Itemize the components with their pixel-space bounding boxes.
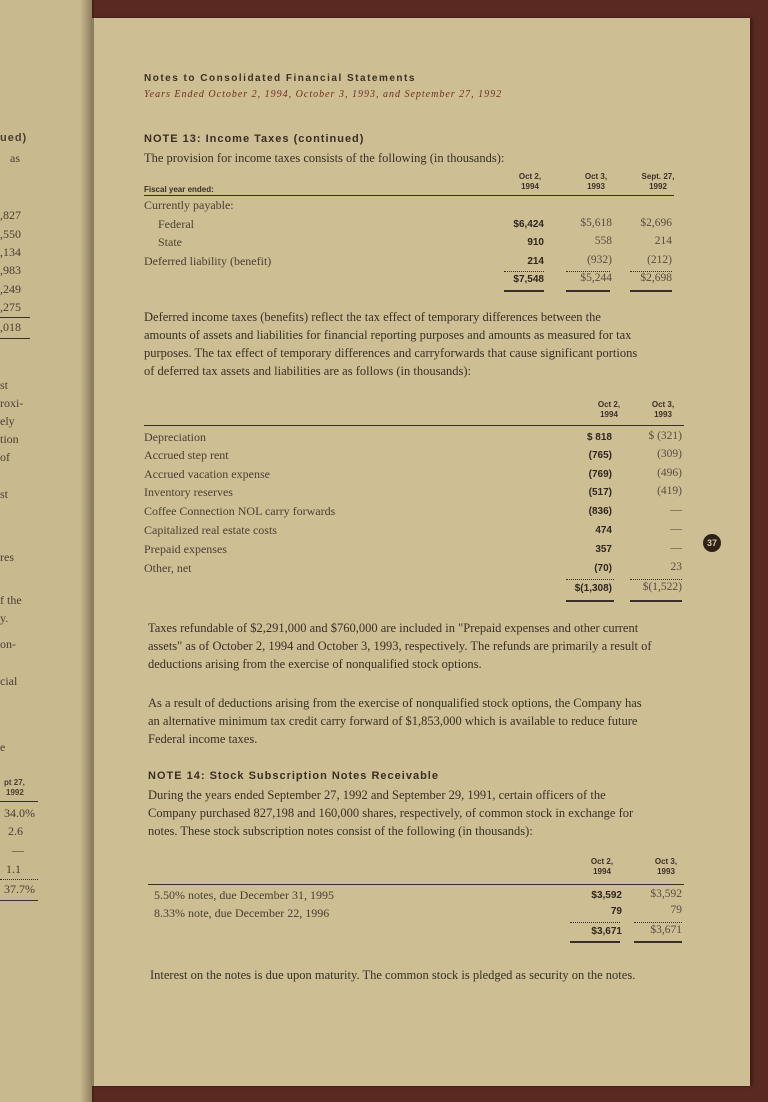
left-fragment: 1992 [6,788,24,797]
column-header: Oct 2, 1994 [518,172,542,191]
table-rule [148,884,684,885]
subtotal-dots [504,271,544,272]
table-cell: $ 818 [586,432,612,443]
table-cell: (836) [588,506,612,517]
table-cell: — [670,504,682,516]
table-cell: 910 [527,237,544,248]
table-rule [144,425,684,426]
table-row-label: Capitalized real estate costs [144,523,277,537]
table-cell: (496) [657,467,682,479]
table-row-label: Other, net [144,561,192,575]
total-rule [630,290,672,292]
table-total: $7,548 [513,274,544,285]
table-total: $3,671 [650,924,682,936]
note13-intro: The provision for income taxes consists of the following (in thousands): [144,151,505,165]
note13-paragraph: As a result of deductions arising from the exercise of nonqualified stock options, the Company has an alternative minimum tax credit carry forward of $1,853,000 which is available to reduce future Federal income taxes. [148,696,642,746]
table-cell: 79 [670,904,682,916]
left-fragment: ,134 [0,245,21,259]
table-cell: $ (321) [648,430,682,442]
table-row-label: Depreciation [144,430,206,444]
table-cell: (419) [657,485,682,497]
table-total: $5,244 [580,272,612,284]
left-rule [0,338,30,339]
table-cell: 214 [654,235,672,247]
subtotal-dots [634,922,682,923]
left-rule [0,879,38,880]
left-fragment: 1.1 [6,862,21,876]
left-fragment: ely [0,414,15,428]
table-cell: $2,696 [640,217,672,229]
left-fragment: 2.6 [8,824,23,838]
column-header: Oct 3, 1993 [584,172,608,191]
note13-title: NOTE 13: Income Taxes (continued) [144,133,365,145]
table-row-label: Federal [158,217,194,231]
page-header-title: Notes to Consolidated Financial Statements [144,73,416,84]
left-fragment: st [0,378,9,392]
left-fragment: st [0,487,9,501]
left-fragment: cial [0,674,18,688]
table-cell: (765) [588,450,612,461]
left-fragment: — [12,843,24,857]
table-cell: 79 [610,906,622,917]
table-row-label: Currently payable: [144,198,234,212]
table-row-label: State [158,235,182,249]
left-fragment: 37.7% [4,882,35,896]
column-header: Oct 2, 1994 [597,400,621,419]
total-rule [504,290,544,292]
left-fragment: roxi- [0,396,24,410]
subtotal-dots [570,922,620,923]
table-cell: (70) [594,563,612,574]
note14-title: NOTE 14: Stock Subscription Notes Receivable [148,770,439,782]
table-cell: $3,592 [591,890,622,901]
left-fragment: on- [0,637,16,651]
left-fragment: ,275 [0,300,21,314]
total-rule [630,600,682,602]
table-cell: 23 [670,561,682,573]
total-rule [566,600,614,602]
left-fragment: ued) [0,132,28,144]
table-cell: (309) [657,448,682,460]
table-total: $(1,522) [642,581,682,593]
left-fragment: res [0,550,14,564]
table-row-label: Prepaid expenses [144,542,227,556]
table-cell: — [670,523,682,535]
table-row-label: Deferred liability (benefit) [144,254,272,268]
table-total: $2,698 [640,272,672,284]
left-fragment: of [0,450,10,464]
left-fragment: tion [0,432,19,446]
table-row-label: Inventory reserves [144,485,233,499]
left-fragment: ,249 [0,282,21,296]
subtotal-dots [566,579,614,580]
note14-paragraph: Interest on the notes is due upon maturity. The common stock is pledged as security on the notes. [150,968,636,982]
left-fragment: e [0,740,6,754]
fiscal-year-label: Fiscal year ended: [144,185,214,194]
table-row-label: Accrued vacation expense [144,467,270,481]
column-header: Oct 2, 1994 [590,857,614,876]
page-header-subtitle: Years Ended October 2, 1994, October 3, 1993, and September 27, 1992 [144,89,503,100]
table-cell: 357 [595,544,612,555]
page-number-badge: 37 [703,534,721,552]
left-rule [0,900,38,901]
table-row-label: Accrued step rent [144,448,229,462]
left-fragment: pt 27, [4,778,25,787]
table-row-label: 5.50% notes, due December 31, 1995 [154,888,334,902]
left-fragment: ,827 [0,208,21,222]
table-cell: (212) [647,254,672,266]
left-facing-page [0,0,92,1102]
table-cell: — [670,542,682,554]
table-total: $(1,308) [574,583,612,594]
total-rule [566,290,610,292]
table-cell: $3,592 [650,888,682,900]
left-fragment: as [10,151,20,165]
table-cell: 558 [594,235,612,247]
table-cell: 214 [527,256,544,267]
table-total: $3,671 [591,926,622,937]
subtotal-dots [630,579,682,580]
total-rule [570,941,620,943]
total-rule [634,941,682,943]
table-row-label: 8.33% note, due December 22, 1996 [154,906,330,920]
table-cell: $6,424 [513,219,544,230]
table-cell: (769) [588,469,612,480]
table-cell: $5,618 [580,217,612,229]
column-header: Oct 3, 1993 [654,857,678,876]
left-rule [0,801,38,802]
note13-paragraph: Taxes refundable of $2,291,000 and $760,000 are included in "Prepaid expenses and other current assets" as of October 2, 1994 and October 3, 1993, respectively. The refunds are primarily a result of deductions arising from the exercise of nonqualified stock options. [148,621,652,671]
document-page [92,18,750,1086]
left-fragment: y. [0,611,9,625]
book-gutter [80,0,94,1102]
table-cell: 474 [595,525,612,536]
left-fragment: ,983 [0,263,21,277]
table-cell: (932) [587,254,612,266]
left-fragment: ,550 [0,227,21,241]
left-fragment: 34.0% [4,806,35,820]
table-row-label: Coffee Connection NOL carry forwards [144,504,336,518]
left-fragment: f the [0,593,22,607]
left-rule [0,317,30,318]
table-cell: (517) [588,487,612,498]
note13-paragraph: Deferred income taxes (benefits) reflect the tax effect of temporary differences between the amounts of assets and liabilities for financial reporting purposes and amounts as measured for tax purposes. The tax effect of temporary differences and carryforwards that cause significant portions of deferred tax assets and liabilities are as follows (in thousands): [144,310,638,378]
left-fragment: ,018 [0,320,21,334]
note14-paragraph: During the years ended September 27, 1992 and September 29, 1991, certain officers of the Company purchased 827,198 and 160,000 shares, respectively, of common stock in exchange for notes. These stock subscription notes consist of the following (in thousands): [148,788,634,838]
table-rule [144,195,674,196]
column-header: Sept. 27, 1992 [641,172,675,191]
column-header: Oct 3, 1993 [651,400,675,419]
